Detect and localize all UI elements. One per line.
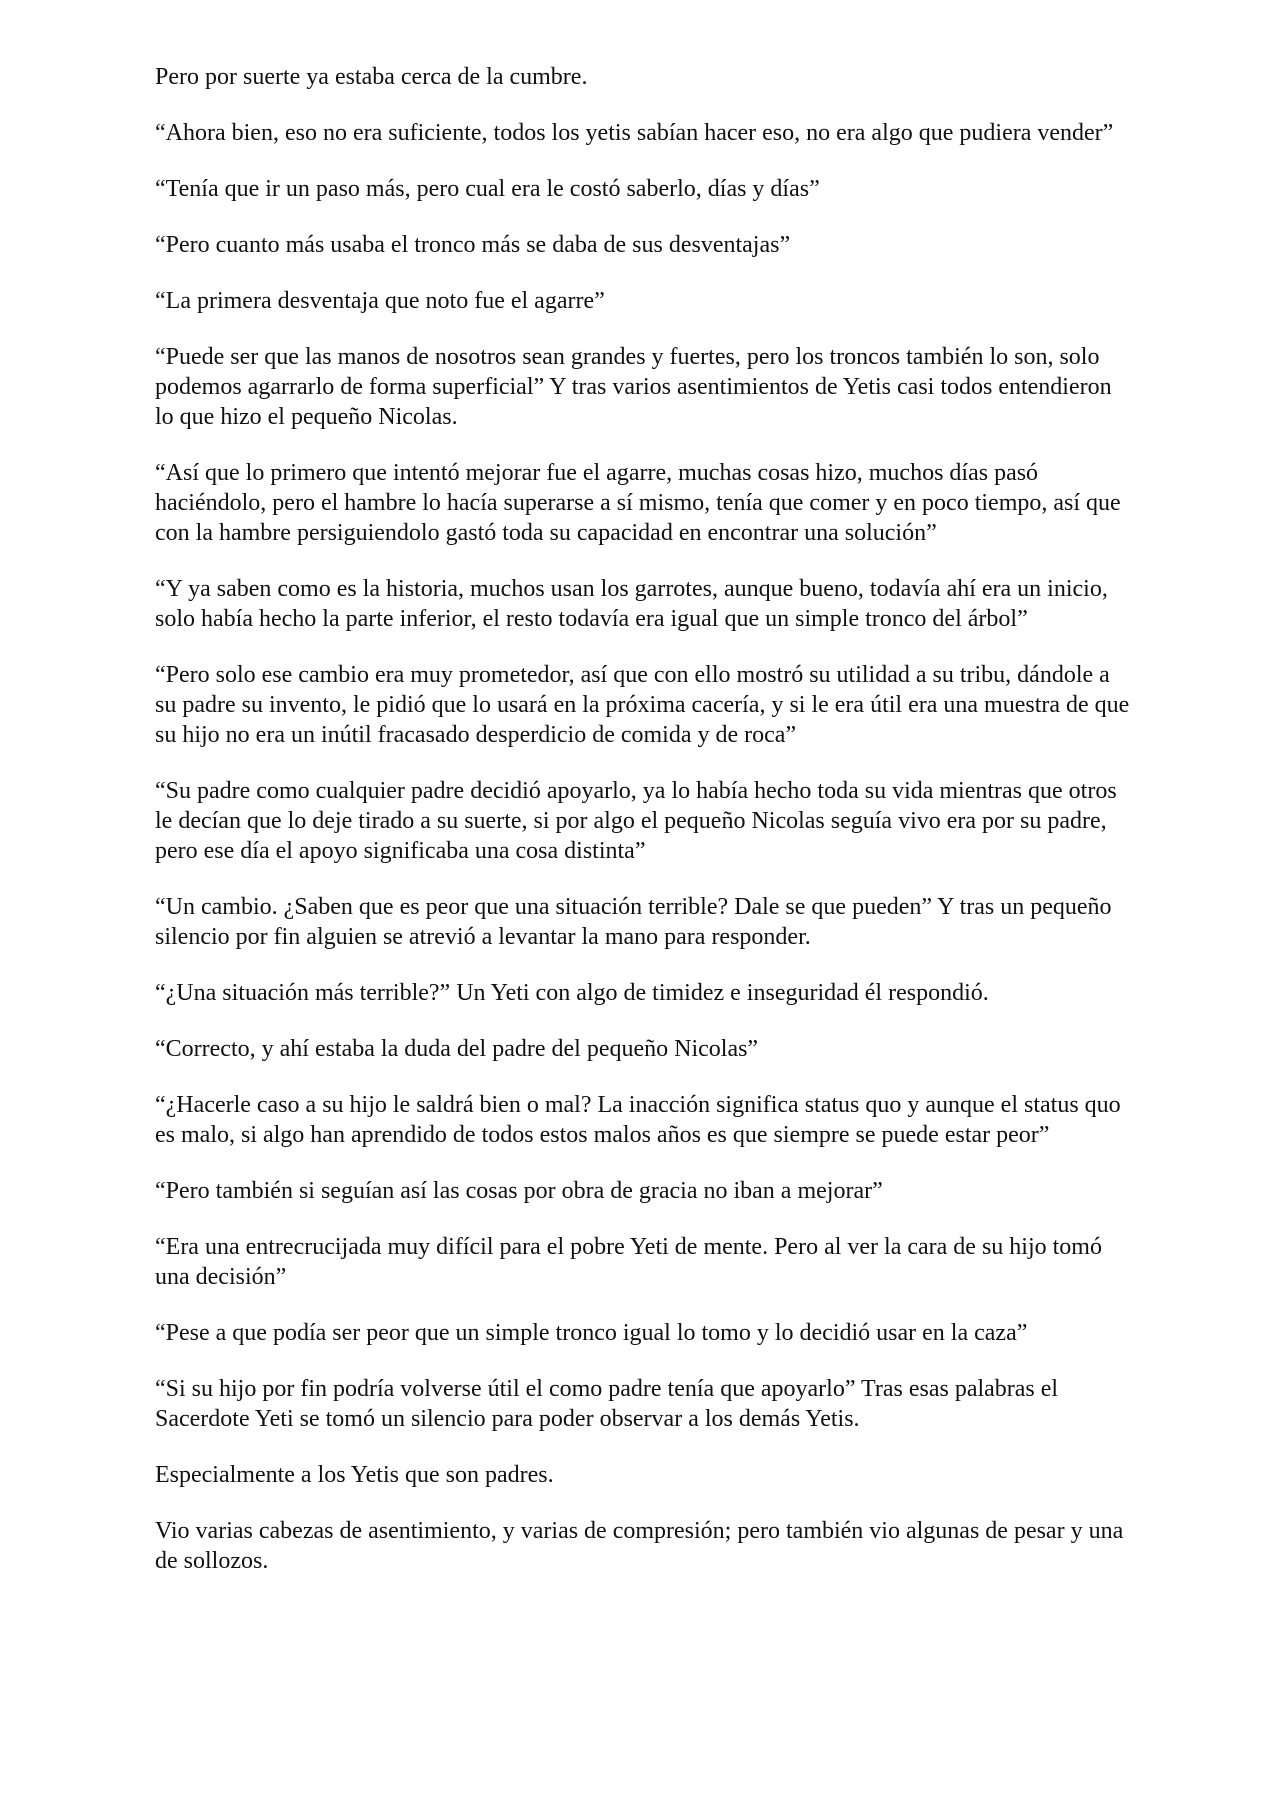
paragraph: Vio varias cabezas de asentimiento, y varias de compresión; pero también vio algunas de pesar y una de sollozos. [155,1518,1124,1574]
paragraph: Pero por suerte ya estaba cerca de la cumbre. [155,64,588,90]
paragraph: “Tenía que ir un paso más, pero cual era le costó saberlo, días y días” [155,176,820,202]
paragraph: “¿Una situación más terrible?” Un Yeti con algo de timidez e inseguridad él respondió. [155,980,989,1006]
paragraph: “Su padre como cualquier padre decidió apoyarlo, ya lo había hecho toda su vida mientras que otros le decían que lo deje tirado a su suerte, si por algo el pequeño Nicolas seguía vivo era por su padre, pero ese día el apoyo significaba una cosa distinta” [155,778,1117,864]
paragraph: “Era una entrecrucijada muy difícil para el pobre Yeti de mente. Pero al ver la cara de su hijo tomó una decisión” [155,1234,1102,1290]
paragraph: “Así que lo primero que intentó mejorar fue el agarre, muchas cosas hizo, muchos días pasó haciéndolo, pero el hambre lo hacía superarse a sí mismo, tenía que comer y en poco tiempo, así que con la hambre persiguiendolo gastó toda su capacidad en encontrar una solución” [155,460,1121,546]
paragraph: “Pese a que podía ser peor que un simple tronco igual lo tomo y lo decidió usar en la caza” [155,1320,1028,1346]
paragraph: “¿Hacerle caso a su hijo le saldrá bien o mal? La inacción significa status quo y aunque el status quo es malo, si algo han aprendido de todos estos malos años es que siempre se puede estar peor” [155,1092,1121,1148]
paragraph: “Pero cuanto más usaba el tronco más se daba de sus desventajas” [155,232,791,258]
paragraph: Especialmente a los Yetis que son padres. [155,1462,554,1488]
document-page [155,62,1135,1602]
paragraph: “Correcto, y ahí estaba la duda del padre del pequeño Nicolas” [155,1036,759,1062]
paragraph: “Pero también si seguían así las cosas por obra de gracia no iban a mejorar” [155,1178,883,1204]
paragraph: “Puede ser que las manos de nosotros sean grandes y fuertes, pero los troncos también lo son, solo podemos agarrarlo de forma superficial” Y tras varios asentimientos de Yetis casi todos entendieron lo que hizo el pequeño Nicolas. [155,344,1112,430]
paragraph: “Si su hijo por fin podría volverse útil el como padre tenía que apoyarlo” Tras esas palabras el Sacerdote Yeti se tomó un silencio para poder observar a los demás Yetis. [155,1376,1059,1432]
paragraph: “Ahora bien, eso no era suficiente, todos los yetis sabían hacer eso, no era algo que pudiera vender” [155,120,1114,146]
paragraph: “Pero solo ese cambio era muy prometedor, así que con ello mostró su utilidad a su tribu, dándole a su padre su invento, le pidió que lo usará en la próxima cacería, y si le era útil era una muestra de que su hijo no era un inútil fracasado desperdicio de comida y de roca” [155,662,1130,748]
paragraph: “La primera desventaja que noto fue el agarre” [155,288,605,314]
paragraph: “Y ya saben como es la historia, muchos usan los garrotes, aunque bueno, todavía ahí era un inicio, solo había hecho la parte inferior, el resto todavía era igual que un simple tronco del árbol” [155,576,1108,632]
paragraph: “Un cambio. ¿Saben que es peor que una situación terrible? Dale se que pueden” Y tras un pequeño silencio por fin alguien se atrevió a levantar la mano para responder. [155,894,1112,950]
